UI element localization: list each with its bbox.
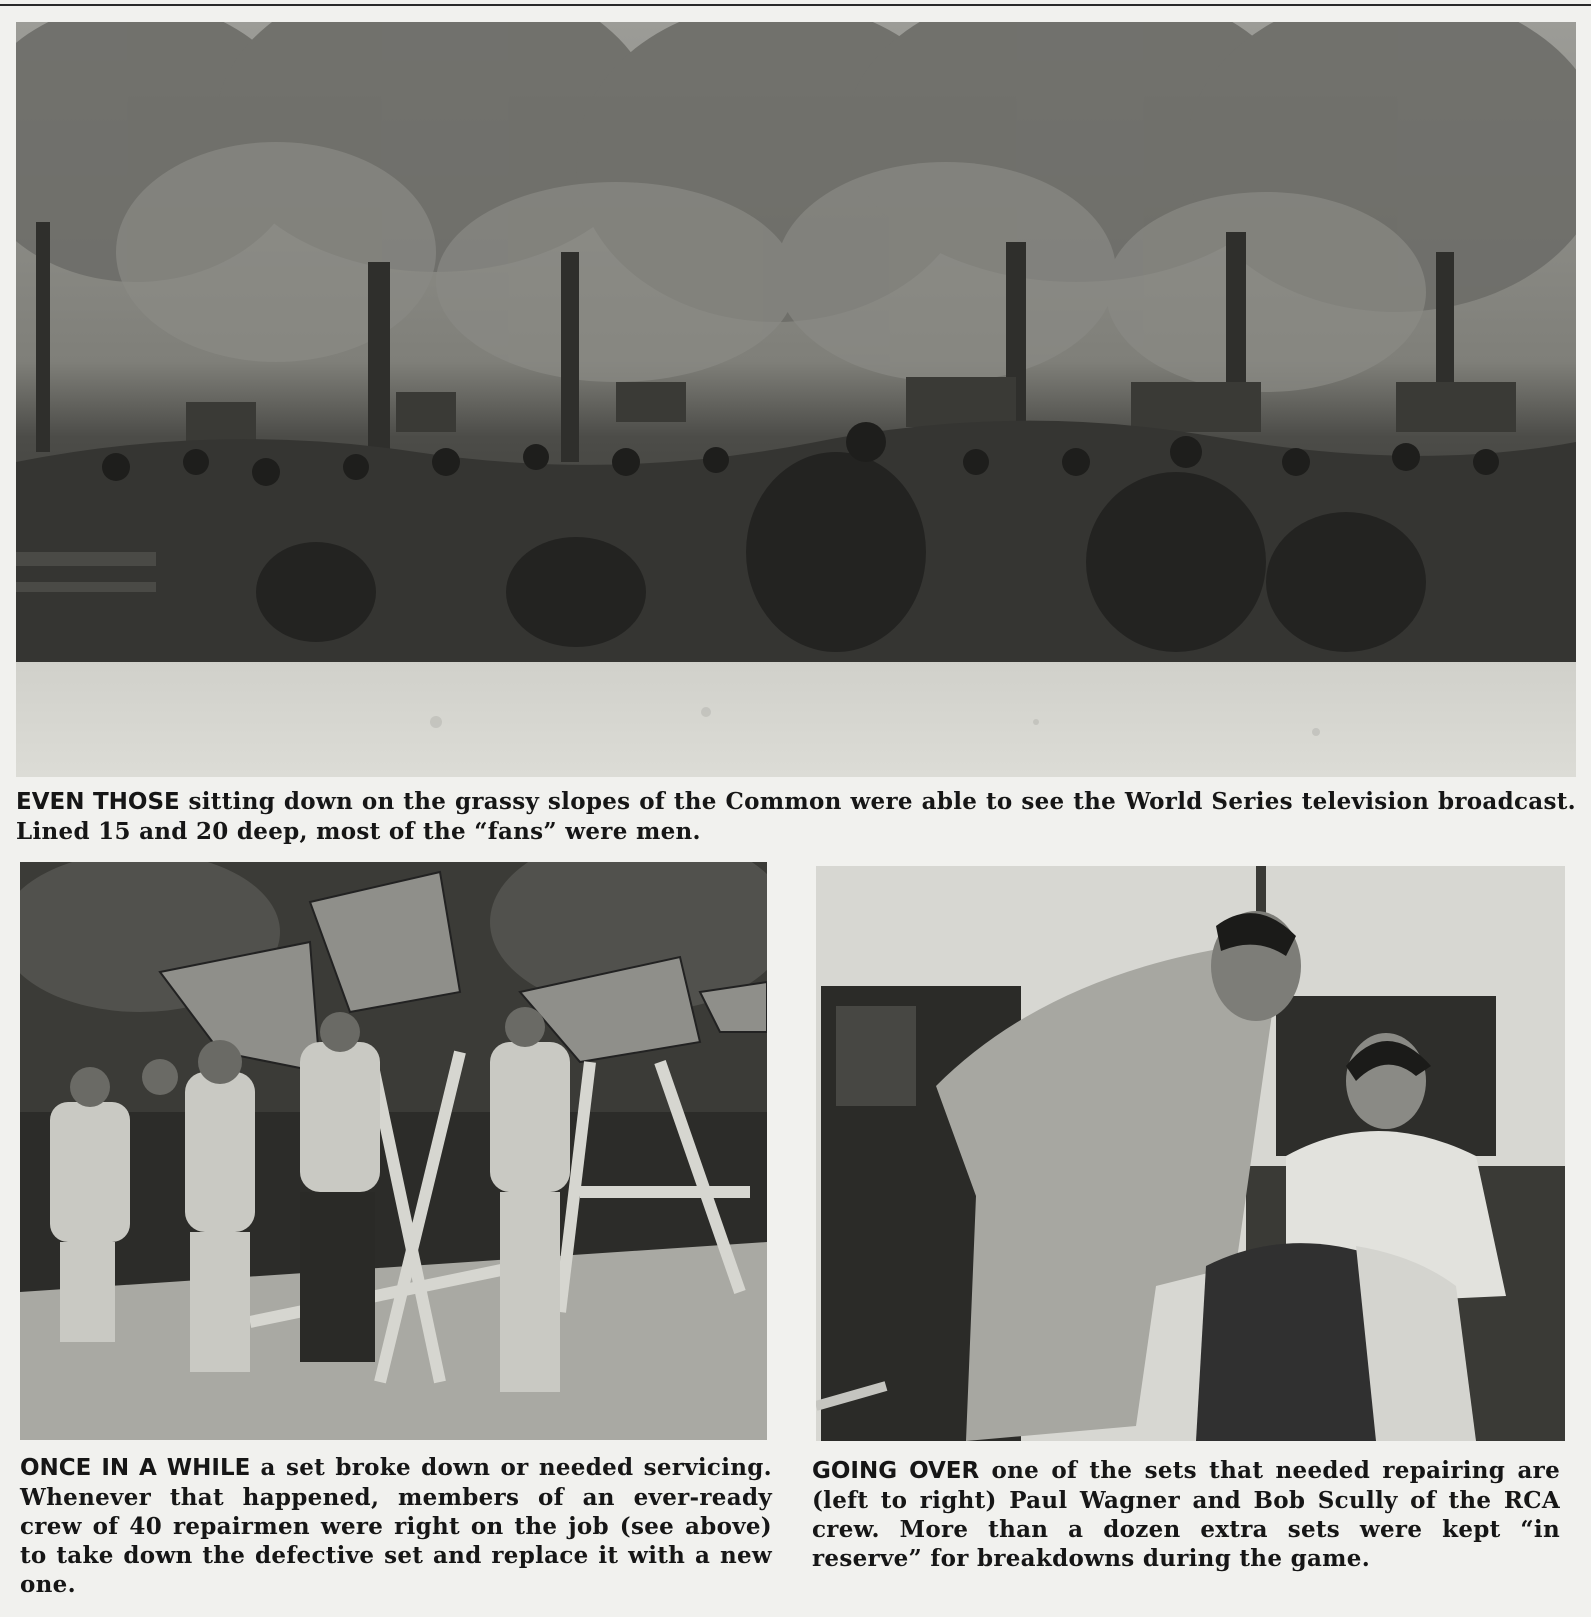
caption-body: sitting down on the grassy slopes of the Common were able to see the World Series television broadcast. Lined 15 and 20 deep, most of the “fans” were men.	[16, 788, 1576, 845]
caption-body: one of the sets that needed repairing are (left to right) Paul Wagner and Bob Scully of the RCA crew. More than a dozen extra sets were kept “in reserve” for breakdowns during the game.	[812, 1457, 1561, 1572]
rca-crew-photo-caption	[812, 1456, 1560, 1573]
crowd-photo	[16, 22, 1576, 777]
top-rule	[0, 4, 1591, 6]
crowd-photo-caption	[16, 787, 1576, 846]
caption-lead: ONCE IN A WHILE	[20, 1455, 251, 1481]
caption-body: a set broke down or needed servicing. Whenever that happened, members of an ever-ready crew of 40 repairmen were right on the job (see above) to take down the defective set and replace it with a new one.	[20, 1454, 772, 1598]
repair-crew-photo-caption	[20, 1453, 772, 1599]
caption-lead: GOING OVER	[812, 1458, 980, 1484]
repair-crew-photo	[20, 862, 767, 1440]
rca-crew-photo	[816, 866, 1565, 1441]
caption-lead: EVEN THOSE	[16, 789, 180, 815]
